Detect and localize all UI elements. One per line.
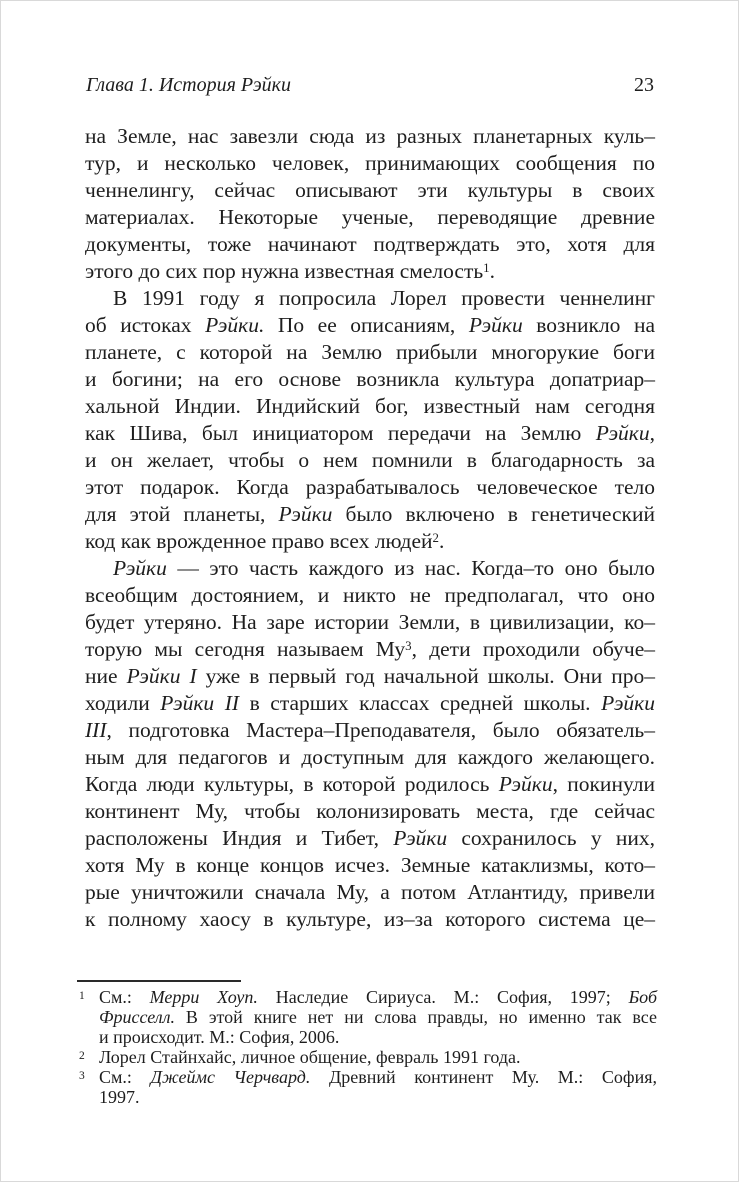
- text-line: [99, 1087, 657, 1107]
- italic-text: Рэйки.: [205, 313, 265, 337]
- text-line: [85, 123, 655, 150]
- text-run: на Земле, нас завезли сюда из разных планетарных куль–: [85, 124, 655, 148]
- italic-text: III: [85, 718, 107, 742]
- text-line: [85, 636, 655, 663]
- text-line: [85, 231, 655, 258]
- footnote: [77, 1047, 657, 1067]
- text-run: планете, с которой на Землю прибыли многорукие боги: [85, 340, 655, 364]
- footnote-ref: 1: [483, 261, 490, 276]
- footnote-ref: 2: [432, 531, 439, 546]
- text-run: к полному хаосу в культуре, из–за которого система це–: [85, 907, 655, 931]
- text-line: [85, 879, 655, 906]
- footnote-separator: [77, 980, 241, 982]
- text-line: [85, 366, 655, 393]
- text-line: [85, 285, 655, 312]
- text-run: как Шива, был инициатором передачи на Землю: [85, 421, 596, 445]
- text-run: уже в первый год начальной школы. Они про–: [196, 664, 655, 688]
- running-chapter-title: Глава 1. История Рэйки: [86, 74, 291, 96]
- text-run: ние: [85, 664, 127, 688]
- italic-text: Рэйки: [393, 826, 448, 850]
- italic-text: Рэйки: [595, 421, 650, 445]
- text-run: 1997.: [99, 1087, 140, 1107]
- page-number: 23: [634, 74, 654, 96]
- text-run: В этой книге нет ни слова правды, но именно так все: [174, 1007, 657, 1027]
- text-line: [85, 717, 655, 744]
- italic-text: Мерри Хоуп.: [149, 987, 258, 1007]
- text-line: [85, 501, 655, 528]
- text-run: Наследие Сириуса. М.: София, 1997;: [257, 987, 629, 1007]
- text-line: [85, 474, 655, 501]
- text-line: [85, 555, 655, 582]
- text-line: [85, 690, 655, 717]
- text-run: ходили: [85, 691, 161, 715]
- text-line: [85, 177, 655, 204]
- text-run: этого до сих пор нужна известная смелость: [85, 259, 484, 283]
- text-run: .: [438, 529, 445, 553]
- text-line: [85, 609, 655, 636]
- text-line: [85, 393, 655, 420]
- text-run: См.:: [99, 987, 150, 1007]
- text-run: будет утеряно. На заре истории Земли, в цивилизации, ко–: [85, 610, 655, 634]
- text-run: этот подарок. Когда разрабатывалось человеческое тело: [85, 475, 655, 499]
- text-line: [85, 798, 655, 825]
- text-run: ,: [649, 421, 655, 445]
- footnote-ref: 3: [405, 639, 412, 654]
- text-line: [85, 312, 655, 339]
- text-line: [99, 1027, 657, 1047]
- text-run: в старших классах средней школы.: [239, 691, 602, 715]
- text-run: См.:: [99, 1067, 151, 1087]
- text-run: для этой планеты,: [85, 502, 279, 526]
- text-line: [85, 204, 655, 231]
- text-run: .: [489, 259, 495, 283]
- text-run: , дети проходили обуче–: [411, 637, 655, 661]
- footnote-marker: 2: [79, 1050, 85, 1062]
- text-run: континент Му, чтобы колонизировать места, где сейчас: [85, 799, 655, 823]
- footnote: [77, 1067, 657, 1107]
- text-run: Когда люди культуры, в которой родилось: [85, 772, 499, 796]
- body-text: [85, 123, 655, 933]
- text-run: В 1991 году я попросила Лорел провести ченнелинг: [113, 286, 655, 310]
- text-run: рые уничтожили сначала Му, а потом Атлантиду, привели: [85, 880, 655, 904]
- text-run: код как врожденное право всех людей: [85, 529, 433, 553]
- text-line: [85, 420, 655, 447]
- text-run: сохранилось у них,: [447, 826, 655, 850]
- text-line: [85, 447, 655, 474]
- text-line: [85, 852, 655, 879]
- italic-text: Рэйки II: [160, 691, 240, 715]
- text-run: По ее описаниям,: [264, 313, 469, 337]
- text-run: хальной Индии. Индийский бог, известный нам сегодня: [85, 394, 655, 418]
- text-line: [85, 825, 655, 852]
- text-line: [85, 771, 655, 798]
- italic-text: Рэйки: [278, 502, 333, 526]
- text-run: ным для педагогов и доступным для каждого желающего.: [85, 745, 655, 769]
- italic-text: Боб: [628, 987, 657, 1007]
- text-run: ченнелингу, сейчас описывают эти культуры в своих: [85, 178, 655, 202]
- text-run: Древний континент Му. М.: София,: [310, 1067, 657, 1087]
- text-run: и он желает, чтобы о нем помнили в благодарность за: [85, 448, 655, 472]
- text-run: торую мы сегодня называем Му: [85, 637, 406, 661]
- text-line: [99, 1007, 657, 1027]
- italic-text: Рэйки I: [126, 664, 197, 688]
- footnotes-section: [77, 987, 657, 1107]
- text-run: всеобщим достоянием, и никто не предполагал, что оно: [85, 583, 655, 607]
- text-line: [85, 150, 655, 177]
- text-line: [85, 906, 655, 933]
- italic-text: Рэйки: [601, 691, 655, 715]
- text-line: [99, 1067, 657, 1087]
- text-run: — это часть каждого из нас. Когда–то оно было: [166, 556, 655, 580]
- text-run: хотя Му в конце концов исчез. Земные катаклизмы, кото–: [85, 853, 655, 877]
- italic-text: Рэйки: [498, 772, 553, 796]
- italic-text: Фрисселл.: [99, 1007, 175, 1027]
- text-line: [85, 528, 655, 555]
- text-line: [99, 1047, 657, 1067]
- text-run: расположены Индия и Тибет,: [85, 826, 394, 850]
- paragraph: [85, 555, 655, 933]
- text-line: [85, 339, 655, 366]
- footnote-marker: 3: [79, 1070, 85, 1082]
- text-run: документы, тоже начинают подтверждать это, хотя для: [85, 232, 655, 256]
- text-line: [85, 582, 655, 609]
- paragraph: [85, 123, 655, 285]
- text-run: и богини; на его основе возникла культура допатриар–: [85, 367, 655, 391]
- text-run: Лорел Стайнхайс, личное общение, февраль 1991 года.: [99, 1047, 521, 1067]
- text-run: , подготовка Мастера–Преподавателя, было обязатель–: [106, 718, 655, 742]
- page-header: [86, 72, 654, 98]
- text-line: [85, 663, 655, 690]
- footnote: [77, 987, 657, 1047]
- text-run: об истоках: [85, 313, 206, 337]
- text-run: и происходит. М.: София, 2006.: [99, 1027, 340, 1047]
- italic-text: Джеймс Черчвард.: [150, 1067, 311, 1087]
- italic-text: Рэйки: [468, 313, 523, 337]
- text-run: было включено в генетический: [332, 502, 655, 526]
- text-run: тур, и несколько человек, принимающих сообщения по: [85, 151, 655, 175]
- paragraph: [85, 285, 655, 555]
- text-run: возникло на: [522, 313, 656, 337]
- text-line: [85, 744, 655, 771]
- text-line: [85, 258, 655, 285]
- text-run: , покинули: [552, 772, 655, 796]
- text-line: [99, 987, 657, 1007]
- italic-text: Рэйки: [113, 556, 167, 580]
- footnote-marker: 1: [79, 990, 85, 1002]
- text-run: материалах. Некоторые ученые, переводящие древние: [85, 205, 655, 229]
